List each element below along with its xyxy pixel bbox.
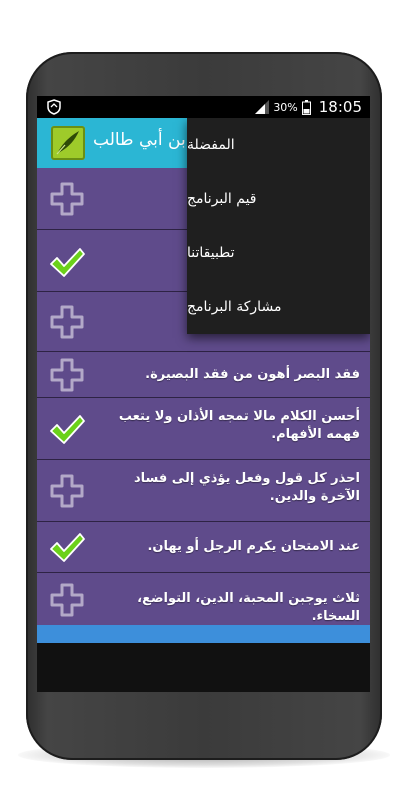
app-logo[interactable]	[51, 126, 85, 160]
quote-text: عند الامتحان يكرم الرجل أو يهان.	[147, 539, 360, 554]
screen-bottom	[37, 643, 370, 692]
check-icon[interactable]	[49, 245, 85, 281]
quill-icon	[51, 126, 85, 160]
check-icon[interactable]	[49, 412, 85, 448]
battery-icon	[302, 100, 311, 115]
menu-item-our-apps[interactable]: تطبيقاتنا	[187, 245, 235, 261]
plus-icon[interactable]	[49, 357, 85, 393]
quote-row[interactable]	[37, 573, 370, 625]
plus-icon[interactable]	[49, 582, 85, 618]
menu-item-favorites[interactable]: المفضلة	[187, 137, 235, 153]
battery-percent: 30%	[273, 100, 298, 114]
quote-text: فقد البصر أهون من فقد البصيرة.	[145, 367, 360, 382]
clock: 18:05	[318, 98, 362, 116]
menu-item-rate-app[interactable]: قيم البرنامج	[187, 191, 257, 207]
bottom-bar	[37, 625, 370, 643]
quote-row[interactable]	[37, 398, 370, 460]
shield-icon	[47, 99, 61, 115]
app-title: بن أبي طالب	[93, 130, 186, 150]
quote-text: ثلاث يوجبن المحبة، الدين، التواضع، السخاء.	[137, 591, 360, 624]
quote-row[interactable]	[37, 352, 370, 398]
quote-row[interactable]	[37, 460, 370, 522]
quote-row[interactable]	[37, 522, 370, 573]
quote-text: أحسن الكلام مالا تمجه الأذان ولا يتعب فهمه الأفهام.	[118, 409, 360, 442]
quote-text: احذر كل قول وفعل يؤذي إلى فساد الآخرة والدين.	[133, 471, 360, 504]
status-right	[255, 96, 362, 118]
overflow-menu	[187, 118, 370, 334]
plus-icon[interactable]	[49, 473, 85, 509]
phone-screen	[37, 96, 370, 692]
menu-item-share-app[interactable]: مشاركة البرنامج	[187, 299, 282, 315]
signal-icon	[255, 100, 269, 114]
plus-icon[interactable]	[49, 181, 85, 217]
plus-icon[interactable]	[49, 304, 85, 340]
check-icon[interactable]	[49, 530, 85, 566]
status-bar	[37, 96, 370, 118]
